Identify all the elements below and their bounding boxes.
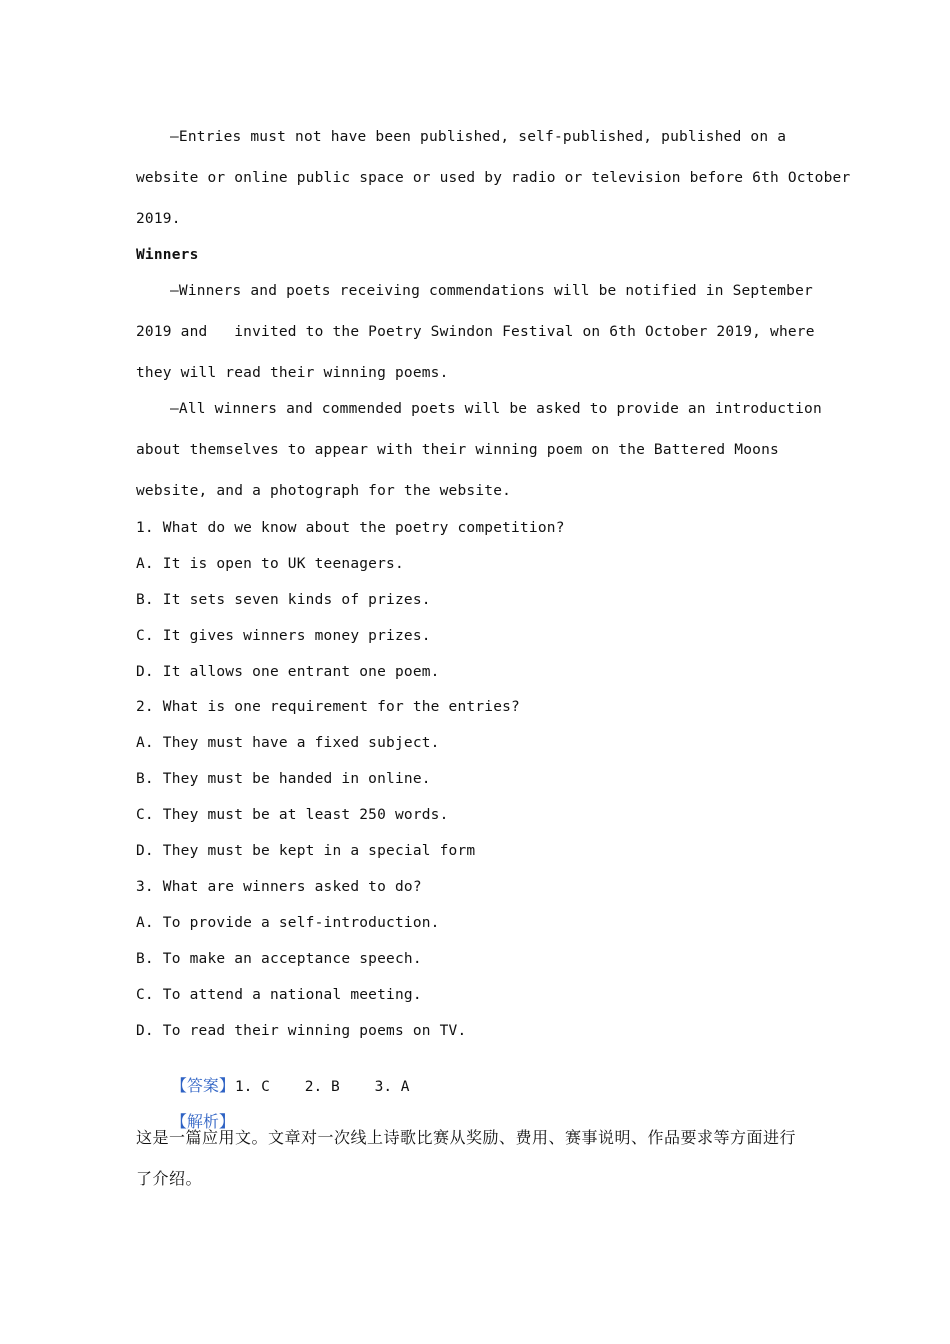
- answer-text: 1. C 2. B 3. A: [234, 1079, 410, 1095]
- question-option: B. To make an acceptance speech.: [136, 951, 422, 967]
- question-option: D. It allows one entrant one poem.: [136, 664, 440, 680]
- question-option: B. It sets seven kinds of prizes.: [136, 592, 431, 608]
- question-option: A. It is open to UK teenagers.: [136, 556, 404, 572]
- question-option: C. They must be at least 250 words.: [136, 807, 449, 823]
- question-option: D. To read their winning poems on TV.: [136, 1023, 467, 1039]
- question-stem: 3. What are winners asked to do?: [136, 879, 422, 895]
- winners-para2-line-3: website, and a photograph for the website.: [136, 483, 512, 499]
- question-option: D. They must be kept in a special form: [136, 843, 476, 859]
- question-option: C. It gives winners money prizes.: [136, 628, 431, 644]
- entries-rule-line-3: 2019.: [136, 211, 181, 227]
- question-stem: 1. What do we know about the poetry competition?: [136, 520, 565, 536]
- winners-para1-line-1: —Winners and poets receiving commendations will be notified in September: [170, 283, 813, 299]
- question-option: B. They must be handed in online.: [136, 771, 431, 787]
- question-stem: 2. What is one requirement for the entries?: [136, 699, 520, 715]
- analysis-label: 【解析】: [170, 1112, 235, 1131]
- winners-heading: Winners: [136, 247, 199, 263]
- entries-rule-line-1: —Entries must not have been published, self-published, published on a: [170, 129, 787, 145]
- entries-rule-line-2: website or online public space or used by radio or television before 6th October: [136, 170, 851, 186]
- winners-para2-line-2: about themselves to appear with their winning poem on the Battered Moons: [136, 442, 779, 458]
- analysis-line-2: 了介绍。: [136, 1169, 203, 1188]
- winners-para2-line-1: —All winners and commended poets will be asked to provide an introduction: [170, 401, 822, 417]
- winners-para1-line-3: they will read their winning poems.: [136, 365, 449, 381]
- question-option: A. To provide a self-introduction.: [136, 915, 440, 931]
- question-option: A. They must have a fixed subject.: [136, 735, 440, 751]
- question-option: C. To attend a national meeting.: [136, 987, 422, 1003]
- answer-label: 【答案】: [170, 1076, 235, 1095]
- analysis-line-1: 这是一篇应用文。文章对一次线上诗歌比赛从奖励、费用、赛事说明、作品要求等方面进行: [136, 1128, 797, 1147]
- winners-para1-line-2: 2019 and invited to the Poetry Swindon Festival on 6th October 2019, where: [136, 324, 815, 340]
